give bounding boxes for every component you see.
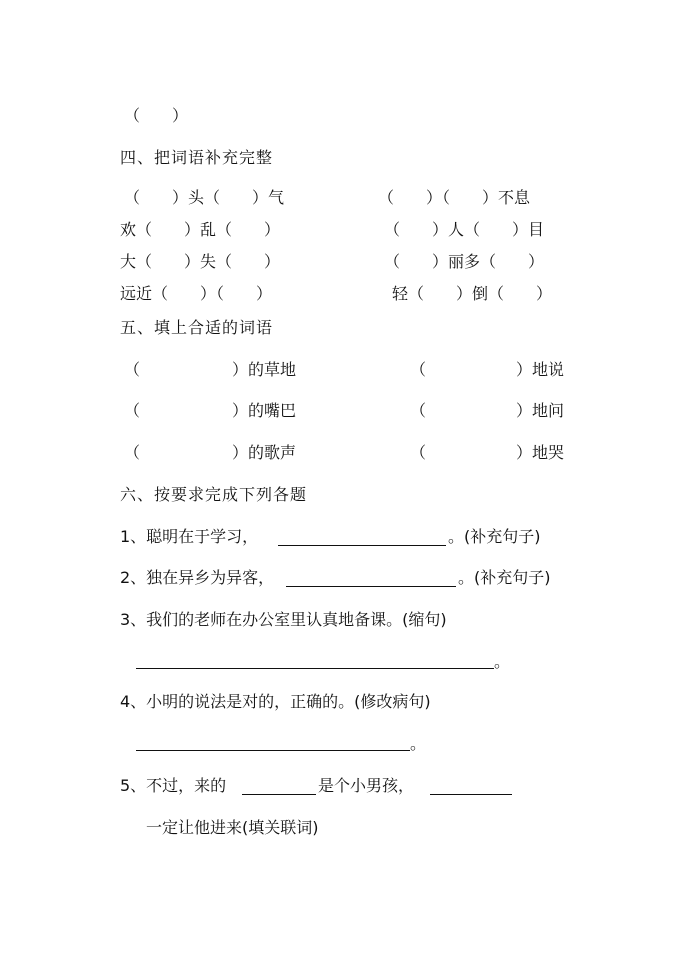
s5-right-1: ）地说 <box>516 360 565 379</box>
q5-part2: 是个小男孩， <box>318 776 415 795</box>
s5-right-3: ）地哭 <box>516 443 565 462</box>
s5-left-3: ）的歌声 <box>232 443 297 462</box>
q5-line2: 一定让他进来(填关联词) <box>146 818 319 837</box>
q3-answer-blank[interactable] <box>136 668 494 669</box>
s5-open-r2: （ <box>410 401 427 420</box>
s4-right-3: （ ）丽多（ ） <box>384 252 545 271</box>
q3-text: 3、我们的老师在办公室里认真地备课。(缩句) <box>120 610 447 629</box>
q4-text: 4、小明的说法是对的，正确的。(修改病句) <box>120 692 431 711</box>
s4-right-1: （ ）（ ）不息 <box>378 188 531 207</box>
s4-left-3: 大（ ）失（ ） <box>120 252 281 271</box>
q2-answer-blank[interactable] <box>286 586 456 587</box>
q5-part1: 5、不过，来的 <box>120 776 227 795</box>
q1-text: 1、聪明在于学习， <box>120 527 259 546</box>
section4-heading: 四、把词语补充完整 <box>120 148 274 167</box>
q4-end: 。 <box>410 734 427 753</box>
s4-right-2: （ ）人（ ）目 <box>384 220 545 239</box>
s4-left-4: 远近（ ）（ ） <box>120 284 273 303</box>
s5-open-r3: （ <box>410 443 427 462</box>
leading-paren: （ ） <box>124 106 189 125</box>
q5-blank-1[interactable] <box>242 794 316 795</box>
q5-blank-2[interactable] <box>430 794 512 795</box>
q3-end: 。 <box>494 652 511 671</box>
q4-answer-blank[interactable] <box>136 750 410 751</box>
s4-left-2: 欢（ ）乱（ ） <box>120 220 281 239</box>
s5-open-l2: （ <box>124 401 141 420</box>
s4-left-1: （ ）头（ ）气 <box>124 188 285 207</box>
s5-open-l1: （ <box>124 360 141 379</box>
s5-right-2: ）地问 <box>516 401 565 420</box>
q2-suffix: 。(补充句子) <box>458 568 551 587</box>
s4-right-4: 轻（ ）倒（ ） <box>392 284 553 303</box>
s5-left-2: ）的嘴巴 <box>232 401 297 420</box>
s5-open-r1: （ <box>410 360 427 379</box>
q1-answer-blank[interactable] <box>278 545 446 546</box>
q2-text: 2、独在异乡为异客， <box>120 568 275 587</box>
s5-open-l3: （ <box>124 443 141 462</box>
section5-heading: 五、填上合适的词语 <box>120 318 274 337</box>
s5-left-1: ）的草地 <box>232 360 297 379</box>
section6-heading: 六、按要求完成下列各题 <box>120 485 308 504</box>
q1-suffix: 。(补充句子) <box>448 527 541 546</box>
